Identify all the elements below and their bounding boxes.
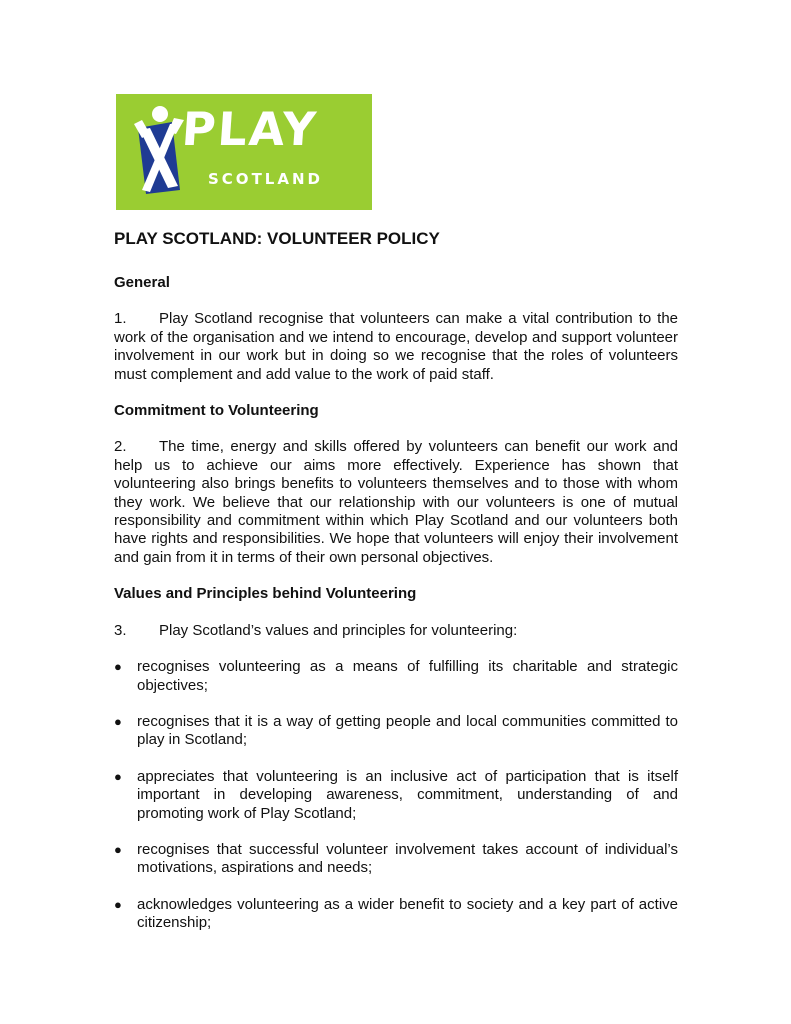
bullet-icon: ● [114, 713, 122, 729]
paragraph-text: Play Scotland recognise that volunteers can make a vital contribution to the work of the organisation and we intend to encourage, develop and support volunteer involvement in our work but in doing so we recognise that the roles of volunteers must complement and add value to the work of paid staff. [114, 310, 678, 383]
play-scotland-logo [116, 94, 372, 210]
values-list [114, 658, 678, 932]
list-item-text: recognises volunteering as a means of fulfilling its charitable and strategic objectives; [137, 658, 678, 694]
paragraph-number: 1. [114, 310, 127, 328]
list-item-text: recognises that successful volunteer involvement takes account of individual’s motivations, aspirations and needs; [137, 840, 678, 877]
list-item [114, 896, 678, 933]
list-item-text: appreciates that volunteering is an inclusive act of participation that is itself important in developing awareness, commitment, understanding of and promoting work of Play Scotland; [137, 767, 678, 822]
section-heading-values: Values and Principles behind Volunteering [114, 585, 417, 603]
paragraph-3 [114, 622, 678, 640]
paragraph-text: Play Scotland’s values and principles for volunteering: [159, 621, 518, 639]
document-title: PLAY SCOTLAND: VOLUNTEER POLICY [114, 229, 440, 248]
logo-wordmark: PLAY [180, 102, 320, 156]
paragraph-number: 2. [114, 438, 127, 456]
bullet-icon: ● [114, 659, 122, 675]
paragraph-number: 3. [114, 621, 127, 639]
section-heading-general: General [114, 274, 170, 291]
document-body [114, 228, 678, 951]
list-item [114, 658, 678, 695]
section-heading-commitment: Commitment to Volunteering [114, 402, 319, 420]
paragraph-text: The time, energy and skills offered by volunteers can benefit our work and help us to achieve our aims more effectively. Experience has shown that volunteering also brings benefits to volunteers themselves and to those with whom they work. We believe that our relationship with our volunteers is one of mutual responsibility and commitment within which Play Scotland and our volunteers both have rights and responsibilities. We hope that volunteers will enjoy their involvement and gain from it in terms of their own personal objectives. [114, 438, 678, 566]
logo-subtitle: SCOTLAND [208, 170, 323, 188]
paragraph-2 [114, 438, 678, 567]
bullet-icon: ● [114, 896, 122, 912]
paragraph-1 [114, 310, 678, 384]
bullet-icon: ● [114, 768, 122, 784]
list-item [114, 713, 678, 750]
list-item-text: acknowledges volunteering as a wider benefit to society and a key part of active citizenship; [137, 895, 678, 932]
bullet-icon: ● [114, 841, 122, 857]
list-item [114, 768, 678, 823]
list-item [114, 841, 678, 878]
list-item-text: recognises that it is a way of getting people and local communities committed to play in Scotland; [137, 712, 678, 749]
